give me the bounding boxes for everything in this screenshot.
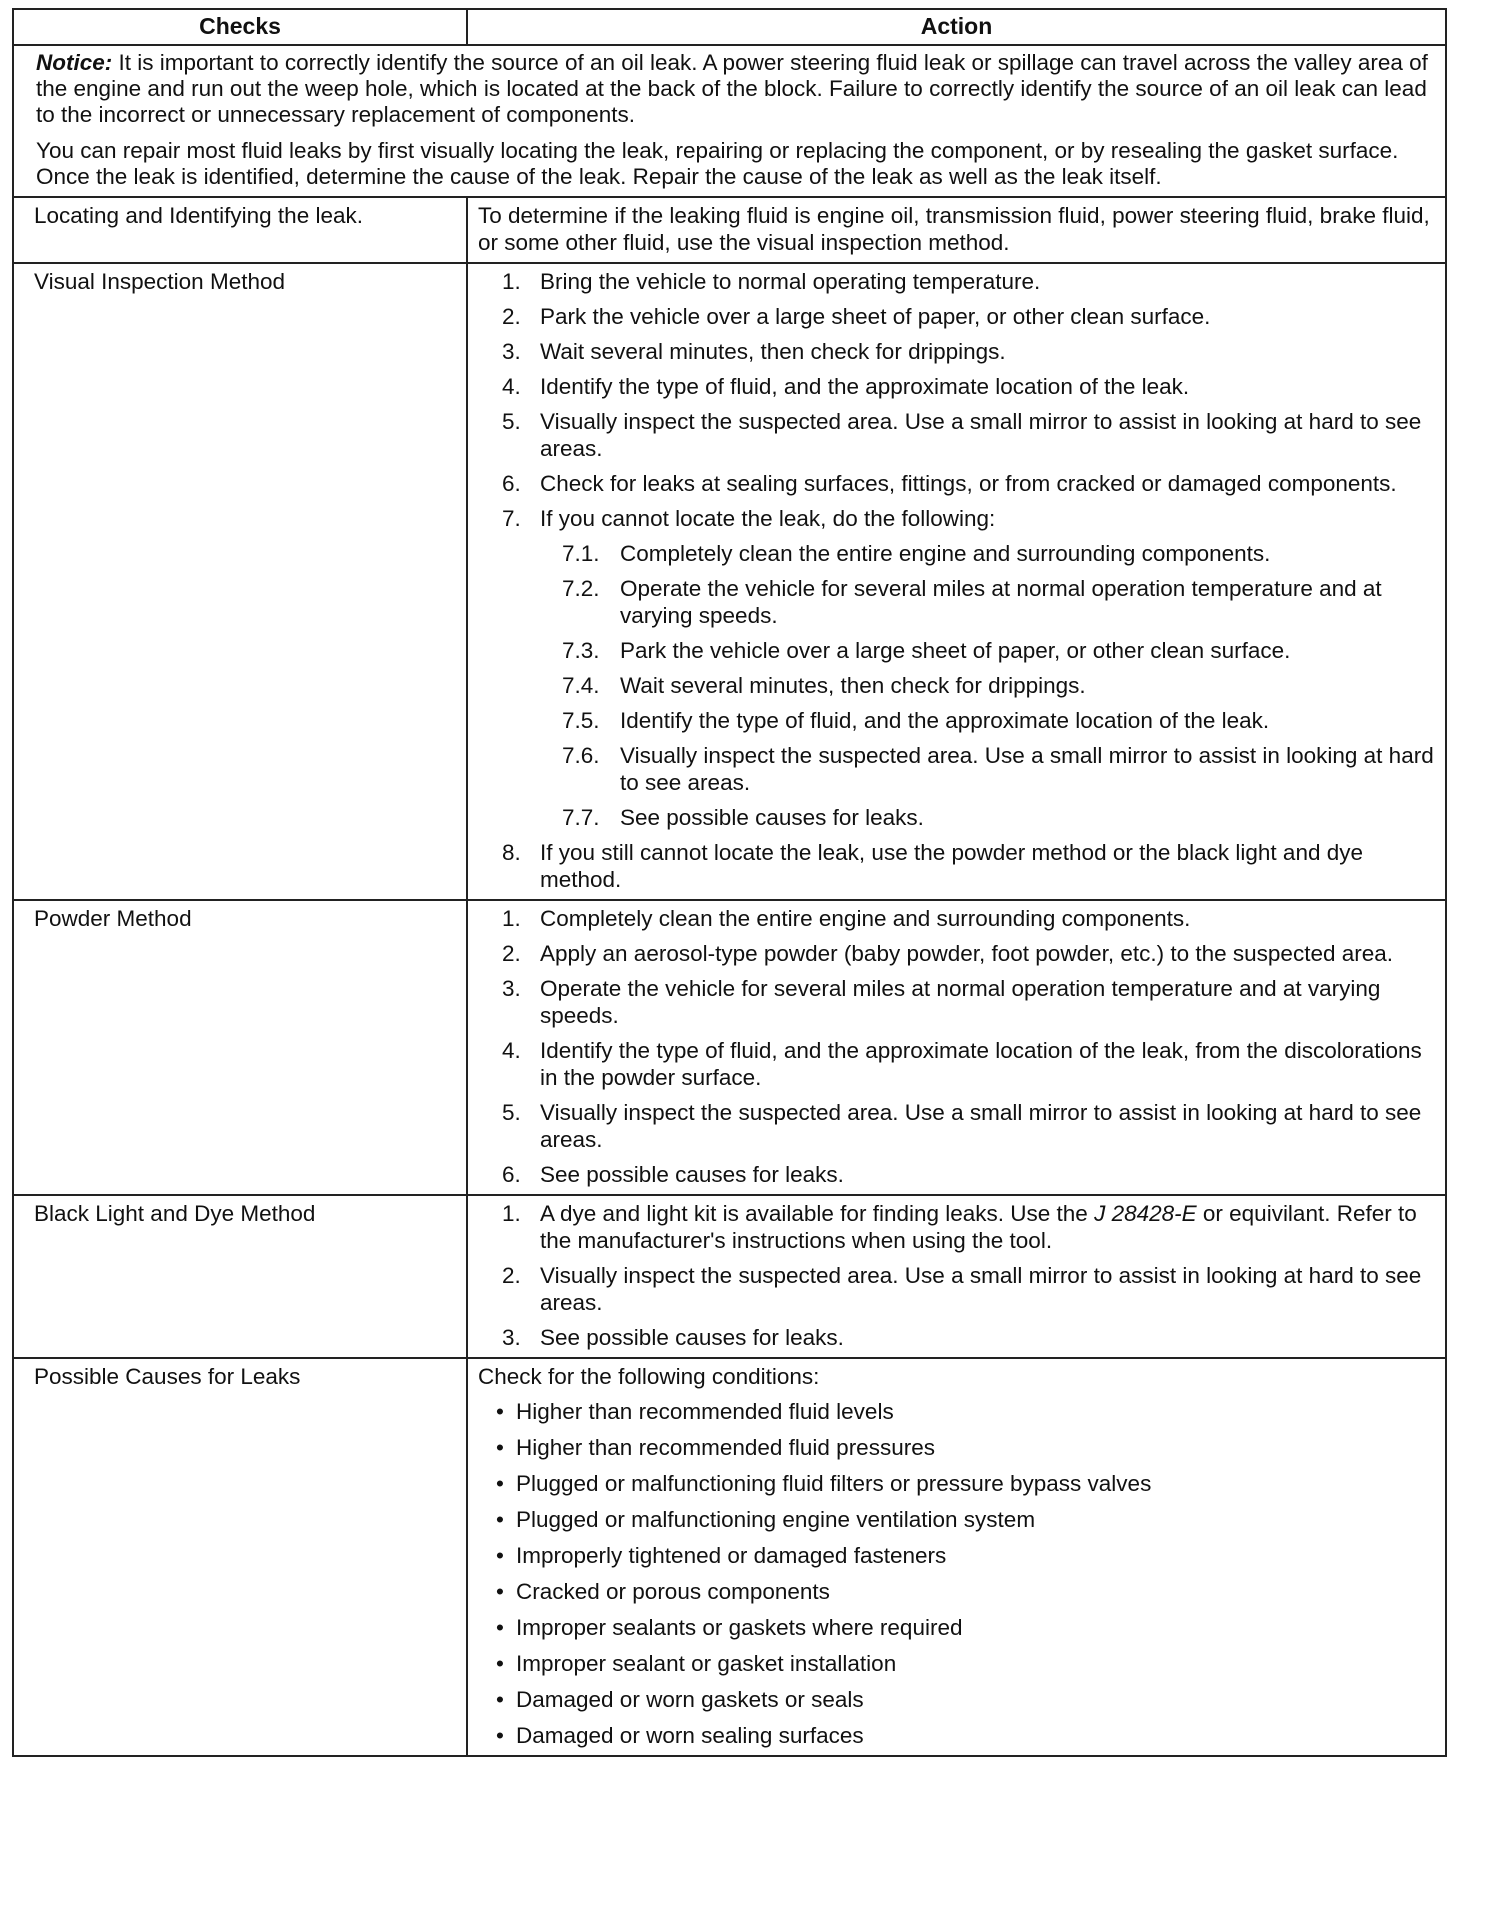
step-text: Wait several minutes, then check for drippings. bbox=[540, 339, 1006, 364]
visual-inspection-row bbox=[13, 263, 1446, 900]
list-item bbox=[478, 268, 1437, 295]
list-item bbox=[540, 742, 1437, 796]
cause-text: Plugged or malfunctioning fluid filters or pressure bypass valves bbox=[516, 1471, 1152, 1496]
list-item bbox=[478, 975, 1437, 1029]
step-number: 3. bbox=[502, 976, 521, 1001]
check-black-light: Black Light and Dye Method bbox=[13, 1195, 467, 1358]
step-text: Operate the vehicle for several miles at normal operation temperature and at varying speeds. bbox=[540, 976, 1381, 1028]
step-text: Visually inspect the suspected area. Use a small mirror to assist in looking at hard to see areas. bbox=[540, 1100, 1422, 1152]
list-item bbox=[478, 338, 1437, 365]
list-item bbox=[478, 1614, 1437, 1641]
check-possible-causes: Possible Causes for Leaks bbox=[13, 1358, 467, 1756]
list-item bbox=[540, 540, 1437, 567]
causes-list bbox=[478, 1398, 1437, 1749]
list-item bbox=[540, 575, 1437, 629]
step-number: 4. bbox=[502, 374, 521, 399]
step-number: 6. bbox=[502, 471, 521, 496]
check-locating: Locating and Identifying the leak. bbox=[13, 197, 467, 263]
list-item bbox=[540, 804, 1437, 831]
step-text: Identify the type of fluid, and the approximate location of the leak, from the discolorations in the powder surface. bbox=[540, 1038, 1422, 1090]
list-item bbox=[478, 1470, 1437, 1497]
step-text: Completely clean the entire engine and surrounding components. bbox=[540, 906, 1191, 931]
tool-reference: J 28428-E bbox=[1094, 1201, 1197, 1226]
step-text: Identify the type of fluid, and the approximate location of the leak. bbox=[540, 374, 1190, 399]
substep-text: Visually inspect the suspected area. Use a small mirror to assist in looking at hard to see areas. bbox=[620, 743, 1434, 795]
notice-cell bbox=[13, 45, 1446, 197]
bullet-icon: • bbox=[496, 1507, 504, 1532]
bullet-icon: • bbox=[496, 1471, 504, 1496]
cause-text: Higher than recommended fluid pressures bbox=[516, 1435, 935, 1460]
list-item bbox=[478, 1650, 1437, 1677]
step-number: 2. bbox=[502, 941, 521, 966]
step-number: 2. bbox=[502, 1263, 521, 1288]
check-visual-inspection: Visual Inspection Method bbox=[13, 263, 467, 900]
bullet-icon: • bbox=[496, 1615, 504, 1640]
substep-number: 7.7. bbox=[562, 805, 600, 830]
cause-text: Improper sealant or gasket installation bbox=[516, 1651, 897, 1676]
list-item bbox=[540, 637, 1437, 664]
notice-text: It is important to correctly identify the source of an oil leak. A power steering fluid leak or spillage can travel across the valley area of the engine and run out the weep hole, which is located at the back of the block. Failure to correctly identify the source of an oil leak can lead to the incorrect or unnecessary replacement of components. bbox=[36, 50, 1428, 127]
list-item bbox=[478, 303, 1437, 330]
list-item bbox=[478, 1578, 1437, 1605]
step-number: 3. bbox=[502, 1325, 521, 1350]
action-possible-causes bbox=[467, 1358, 1446, 1756]
step-text: If you cannot locate the leak, do the following: bbox=[540, 506, 996, 531]
step-text: Visually inspect the suspected area. Use a small mirror to assist in looking at hard to see areas. bbox=[540, 409, 1422, 461]
locating-row bbox=[13, 197, 1446, 263]
locating-action-text: To determine if the leaking fluid is engine oil, transmission fluid, power steering fluid, brake fluid, or some other fluid, use the visual inspection method. bbox=[478, 203, 1430, 255]
visual-substeps-list bbox=[540, 540, 1437, 831]
substep-text: See possible causes for leaks. bbox=[620, 805, 924, 830]
step-number: 1. bbox=[502, 906, 521, 931]
list-item bbox=[478, 1398, 1437, 1425]
cause-text: Cracked or porous components bbox=[516, 1579, 830, 1604]
cause-text: Improper sealants or gaskets where required bbox=[516, 1615, 963, 1640]
action-black-light bbox=[467, 1195, 1446, 1358]
causes-intro: Check for the following conditions: bbox=[478, 1364, 820, 1389]
notice-row bbox=[13, 45, 1446, 197]
powder-method-row bbox=[13, 900, 1446, 1195]
step-number: 2. bbox=[502, 304, 521, 329]
list-item bbox=[478, 1324, 1437, 1351]
step-number: 3. bbox=[502, 339, 521, 364]
step-text: Bring the vehicle to normal operating temperature. bbox=[540, 269, 1041, 294]
bullet-icon: • bbox=[496, 1435, 504, 1460]
list-item bbox=[478, 1686, 1437, 1713]
list-item bbox=[478, 408, 1437, 462]
cause-text: Higher than recommended fluid levels bbox=[516, 1399, 894, 1424]
list-item bbox=[478, 470, 1437, 497]
substep-number: 7.6. bbox=[562, 743, 600, 768]
step-text: If you still cannot locate the leak, use the powder method or the black light and dye method. bbox=[540, 840, 1363, 892]
bullet-icon: • bbox=[496, 1543, 504, 1568]
step-number: 6. bbox=[502, 1162, 521, 1187]
step-number: 1. bbox=[502, 269, 521, 294]
substep-text: Completely clean the entire engine and surrounding components. bbox=[620, 541, 1271, 566]
action-column-header: Action bbox=[467, 9, 1446, 45]
list-item bbox=[478, 1037, 1437, 1091]
substep-number: 7.3. bbox=[562, 638, 600, 663]
step-number: 4. bbox=[502, 1038, 521, 1063]
list-item bbox=[478, 373, 1437, 400]
list-item bbox=[478, 1099, 1437, 1153]
black-light-steps-list bbox=[478, 1200, 1437, 1351]
possible-causes-row bbox=[13, 1358, 1446, 1756]
list-item bbox=[478, 1200, 1437, 1254]
bullet-icon: • bbox=[496, 1399, 504, 1424]
list-item bbox=[478, 1262, 1437, 1316]
list-item bbox=[478, 1506, 1437, 1533]
action-powder-method bbox=[467, 900, 1446, 1195]
step-text: A dye and light kit is available for finding leaks. Use the bbox=[540, 1201, 1095, 1226]
bullet-icon: • bbox=[496, 1687, 504, 1712]
step-text: See possible causes for leaks. bbox=[540, 1162, 844, 1187]
step-number: 5. bbox=[502, 409, 521, 434]
substep-number: 7.5. bbox=[562, 708, 600, 733]
leak-diagnosis-table bbox=[12, 8, 1447, 1757]
notice-label: Notice: bbox=[36, 50, 113, 75]
list-item bbox=[478, 839, 1437, 893]
step-text: Apply an aerosol-type powder (baby powder, foot powder, etc.) to the suspected area. bbox=[540, 941, 1394, 966]
list-item bbox=[478, 505, 1437, 831]
bullet-icon: • bbox=[496, 1651, 504, 1676]
step-text: Park the vehicle over a large sheet of paper, or other clean surface. bbox=[540, 304, 1211, 329]
list-item bbox=[478, 905, 1437, 932]
list-item bbox=[478, 1434, 1437, 1461]
powder-steps-list bbox=[478, 905, 1437, 1188]
action-locating bbox=[467, 197, 1446, 263]
substep-number: 7.1. bbox=[562, 541, 600, 566]
cause-text: Improperly tightened or damaged fasteners bbox=[516, 1543, 947, 1568]
cause-text: Damaged or worn sealing surfaces bbox=[516, 1723, 864, 1748]
step-number: 1. bbox=[502, 1201, 521, 1226]
cause-text: Damaged or worn gaskets or seals bbox=[516, 1687, 864, 1712]
list-item bbox=[478, 1161, 1437, 1188]
list-item bbox=[478, 940, 1437, 967]
black-light-row bbox=[13, 1195, 1446, 1358]
list-item bbox=[540, 672, 1437, 699]
check-powder-method: Powder Method bbox=[13, 900, 467, 1195]
substep-text: Operate the vehicle for several miles at normal operation temperature and at varying speeds. bbox=[620, 576, 1382, 628]
list-item bbox=[478, 1722, 1437, 1749]
list-item bbox=[478, 1542, 1437, 1569]
list-item bbox=[540, 707, 1437, 734]
step-number: 7. bbox=[502, 506, 521, 531]
substep-number: 7.2. bbox=[562, 576, 600, 601]
repair-paragraph: You can repair most fluid leaks by first visually locating the leak, repairing or replacing the component, or by resealing the gasket surface. Once the leak is identified, determine the cause of the leak. Repair the cause of the leak as well as the leak itself. bbox=[36, 138, 1399, 189]
step-text: See possible causes for leaks. bbox=[540, 1325, 844, 1350]
step-text: Visually inspect the suspected area. Use a small mirror to assist in looking at hard to see areas. bbox=[540, 1263, 1422, 1315]
header-row bbox=[13, 9, 1446, 45]
step-number: 5. bbox=[502, 1100, 521, 1125]
action-visual-inspection bbox=[467, 263, 1446, 900]
checks-column-header: Checks bbox=[13, 9, 467, 45]
notice-paragraph bbox=[36, 50, 1435, 128]
substep-text: Wait several minutes, then check for drippings. bbox=[620, 673, 1086, 698]
bullet-icon: • bbox=[496, 1579, 504, 1604]
substep-text: Identify the type of fluid, and the approximate location of the leak. bbox=[620, 708, 1270, 733]
substep-text: Park the vehicle over a large sheet of paper, or other clean surface. bbox=[620, 638, 1291, 663]
step-text: Check for leaks at sealing surfaces, fittings, or from cracked or damaged components. bbox=[540, 471, 1397, 496]
bullet-icon: • bbox=[496, 1723, 504, 1748]
cause-text: Plugged or malfunctioning engine ventilation system bbox=[516, 1507, 1036, 1532]
step-text: or equivilant. Refer to the manufacturer's instructions when using the tool. bbox=[540, 1201, 1417, 1253]
step-number: 8. bbox=[502, 840, 521, 865]
substep-number: 7.4. bbox=[562, 673, 600, 698]
visual-steps-list bbox=[478, 268, 1437, 893]
